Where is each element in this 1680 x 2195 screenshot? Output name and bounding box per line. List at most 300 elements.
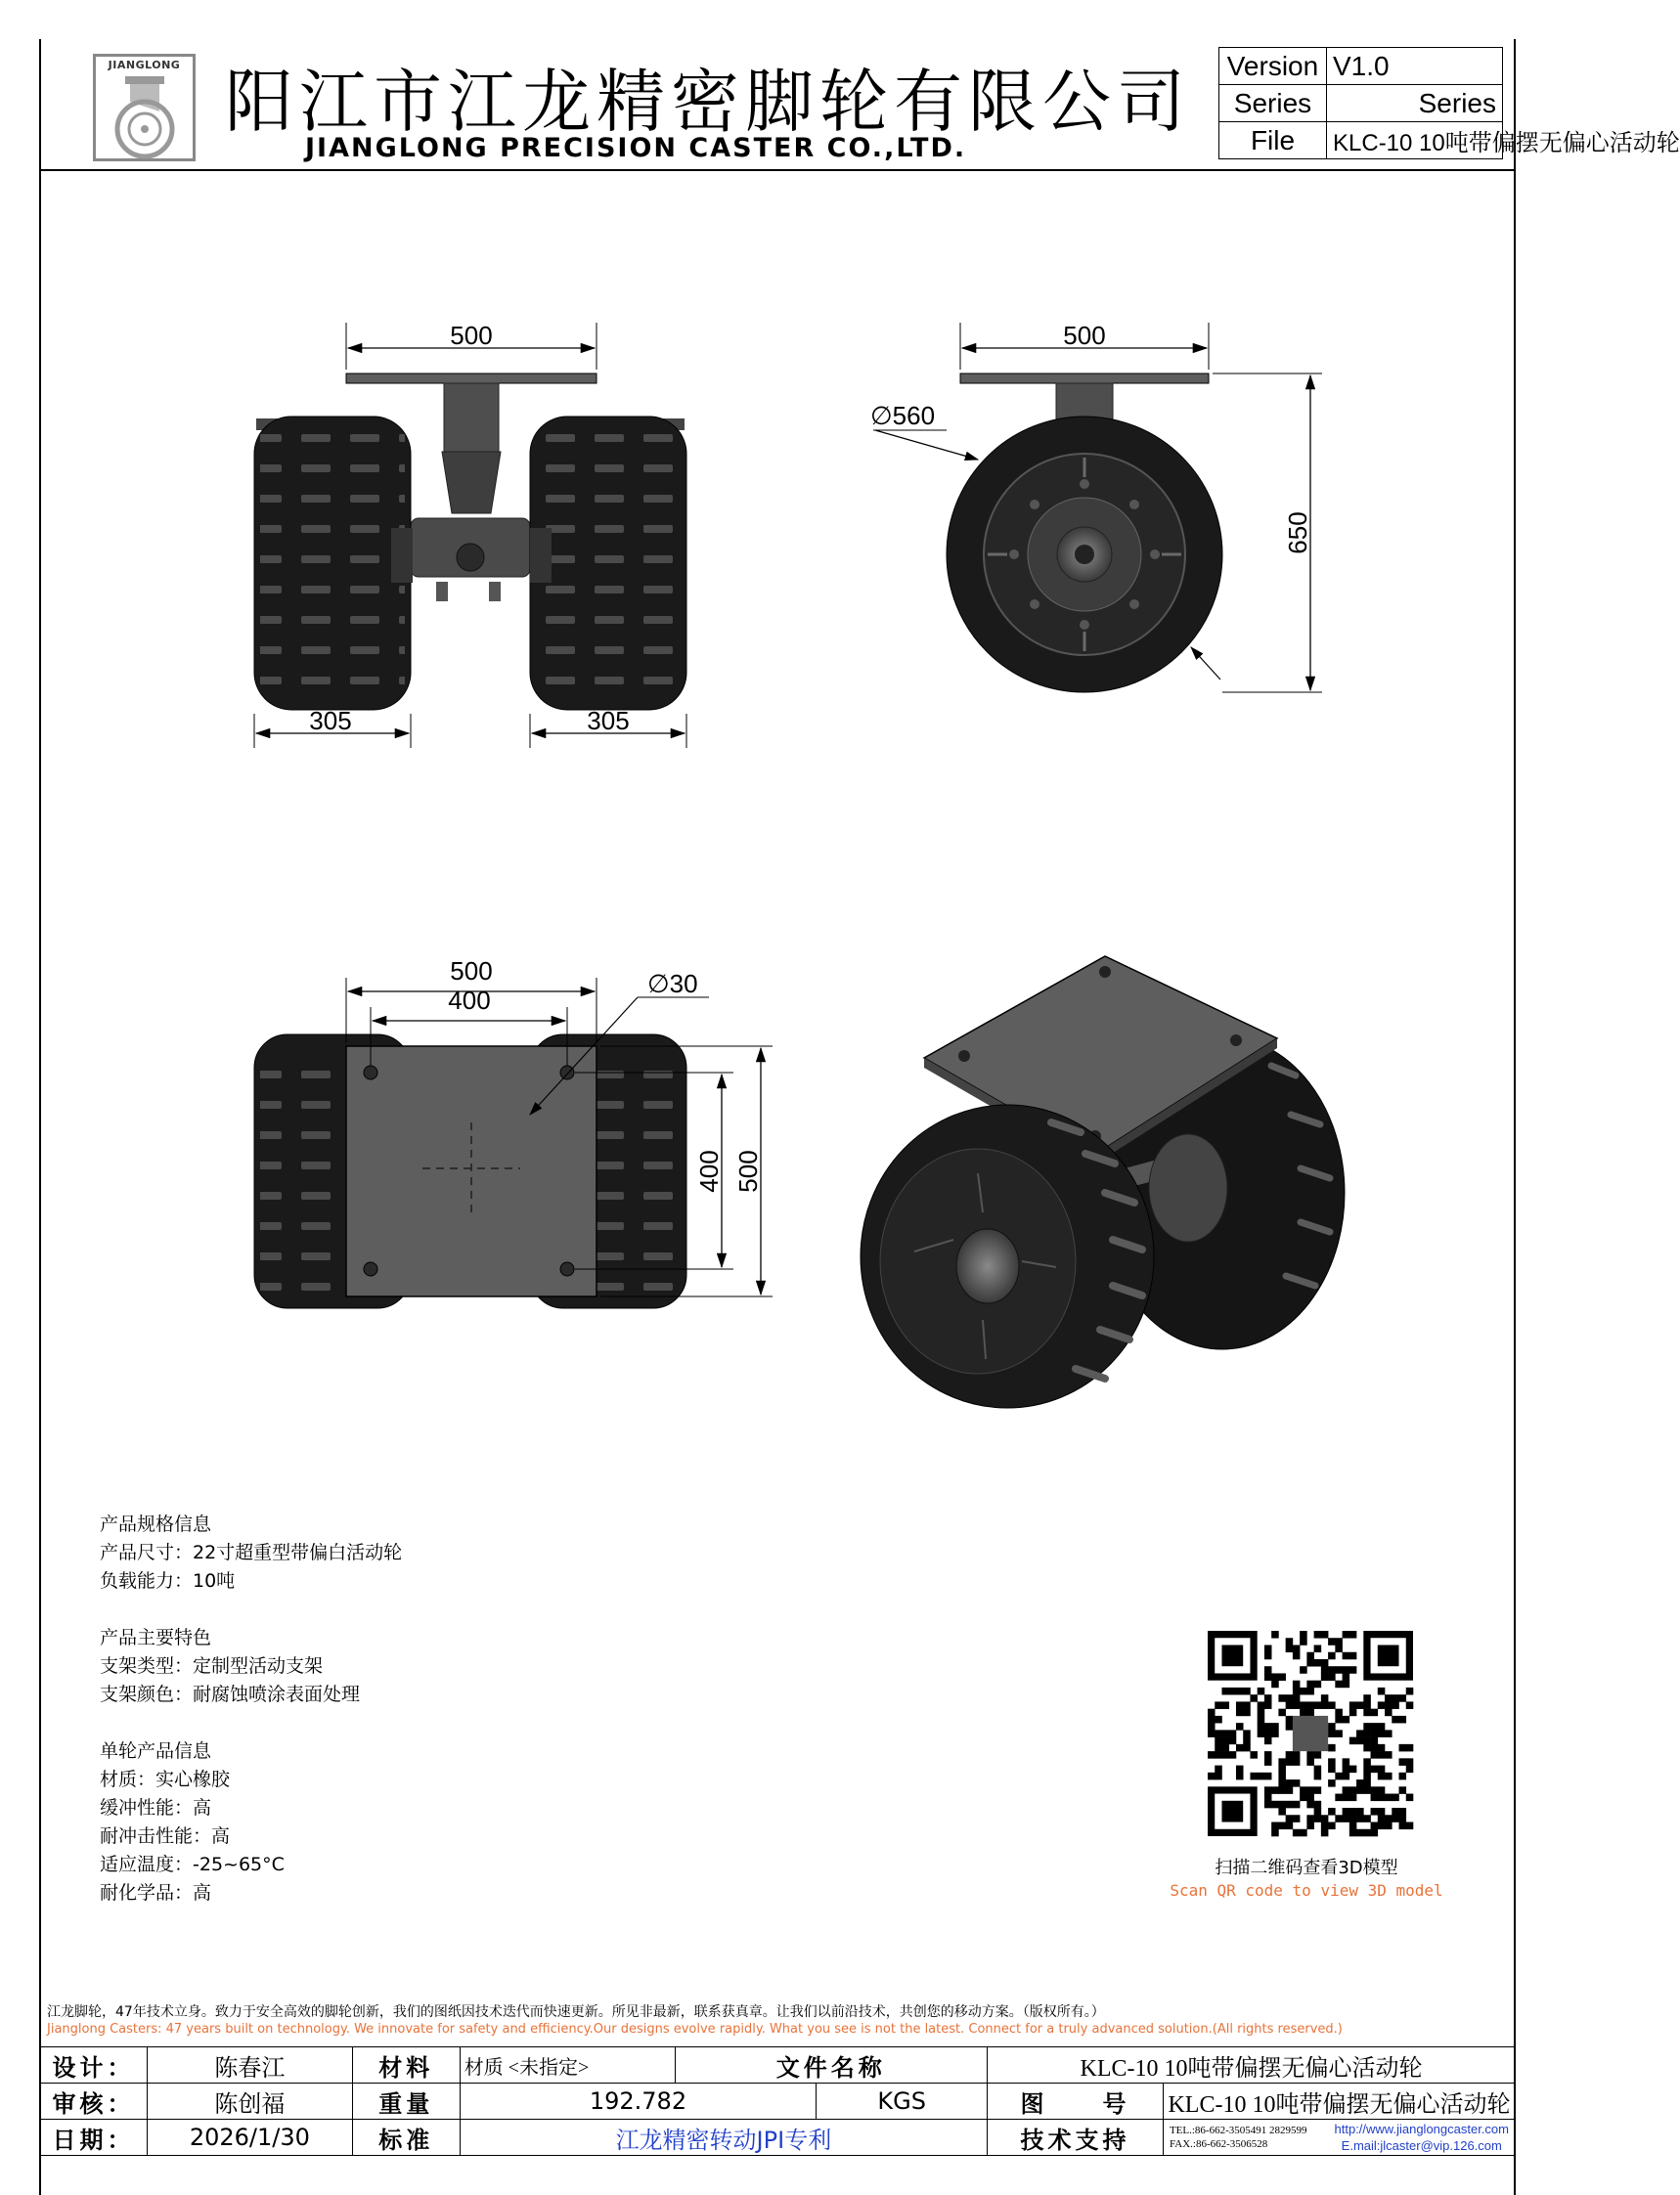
qr-module <box>1208 1709 1216 1717</box>
qr-module <box>1271 1786 1279 1794</box>
qr-module <box>1229 1737 1237 1745</box>
qr-finder <box>1378 1645 1399 1666</box>
qr-module <box>1264 1694 1272 1702</box>
qr-module <box>1399 1786 1407 1794</box>
qr-module <box>1286 1801 1294 1809</box>
qr-module <box>1208 1773 1216 1780</box>
qr-module <box>1385 1694 1393 1702</box>
qr-module <box>1278 1773 1286 1780</box>
standard-label: 标准 <box>352 2120 460 2156</box>
qr-module <box>1278 1758 1286 1766</box>
qr-module <box>1264 1786 1272 1794</box>
qr-module <box>1314 1645 1322 1652</box>
qr-module <box>1335 1773 1343 1780</box>
qr-module <box>1215 1716 1222 1724</box>
qr-module <box>1378 1730 1386 1737</box>
reviewer-value: 陈创福 <box>147 2084 352 2120</box>
spec-chemical: 耐化学品：高 <box>100 1882 212 1904</box>
qr-module <box>1306 1709 1314 1717</box>
qr-module <box>1371 1723 1379 1731</box>
qr-module <box>1328 1638 1336 1646</box>
qr-module <box>1328 1723 1336 1731</box>
qr-module <box>1328 1808 1336 1816</box>
top-v-outer-dim: 500 <box>733 1150 763 1193</box>
qr-module <box>1258 1773 1265 1780</box>
qr-module <box>1363 1701 1371 1709</box>
qr-module <box>1371 1786 1379 1794</box>
qr-module <box>1286 1779 1294 1787</box>
qr-module <box>1343 1766 1350 1774</box>
qr-module <box>1371 1822 1379 1830</box>
qr-module <box>1258 1688 1265 1695</box>
qr-module <box>1321 1694 1329 1702</box>
qr-module <box>1328 1673 1336 1681</box>
qr-module <box>1371 1808 1379 1816</box>
qr-module <box>1371 1744 1379 1752</box>
qr-module <box>1286 1751 1294 1759</box>
qr-module <box>1399 1744 1407 1752</box>
qr-module <box>1371 1751 1379 1759</box>
qr-module <box>1343 1794 1350 1802</box>
qr-module <box>1306 1652 1314 1660</box>
qr-module <box>1378 1786 1386 1794</box>
qr-module <box>1399 1808 1407 1816</box>
date-value: 2026/1/30 <box>147 2120 352 2156</box>
spec-size: 产品尺寸：22寸超重型带偏白活动轮 <box>100 1542 403 1563</box>
qr-code[interactable] <box>1208 1631 1413 1836</box>
qr-module <box>1349 1829 1357 1837</box>
top-hole-dim: ∅30 <box>647 969 698 998</box>
qr-module <box>1215 1730 1222 1737</box>
qr-module <box>1399 1822 1407 1830</box>
qr-module <box>1306 1801 1314 1809</box>
weight-value: 192.782 <box>460 2084 817 2120</box>
qr-module <box>1392 1794 1399 1802</box>
qr-module <box>1385 1751 1393 1759</box>
qr-module <box>1328 1766 1336 1774</box>
qr-module <box>1343 1758 1350 1766</box>
footer-note-cn: 江龙脚轮，47年技术立身。致力于安全高效的脚轮创新，我们的图纸因技术迭代而快速更新。所见非最新，联系获真章。让我们以前沿技术，共创您的移动方案。（版权所有。） <box>47 2004 1105 2020</box>
qr-module <box>1306 1659 1314 1667</box>
qr-module <box>1243 1744 1251 1752</box>
review-label: 审核： <box>40 2084 148 2120</box>
qr-module <box>1278 1822 1286 1830</box>
qr-module <box>1343 1786 1350 1794</box>
qr-module <box>1271 1801 1279 1809</box>
qr-module <box>1356 1808 1364 1816</box>
qr-module <box>1278 1779 1286 1787</box>
qr-module <box>1215 1744 1222 1752</box>
qr-module <box>1328 1779 1336 1787</box>
logo-text: JIANGLONG <box>108 59 181 71</box>
qr-module <box>1300 1709 1307 1717</box>
series-value: Series <box>1327 85 1503 122</box>
qr-module <box>1363 1779 1371 1787</box>
side-width-dim: 500 <box>1063 321 1106 350</box>
qr-module <box>1286 1758 1294 1766</box>
qr-module <box>1321 1631 1329 1639</box>
qr-module <box>1306 1751 1314 1759</box>
qr-module <box>1264 1645 1272 1652</box>
qr-module <box>1349 1666 1357 1674</box>
qr-module <box>1343 1631 1350 1639</box>
qr-module <box>1286 1786 1294 1794</box>
qr-module <box>1349 1652 1357 1660</box>
qr-module <box>1378 1701 1386 1709</box>
qr-module <box>1293 1694 1301 1702</box>
qr-module <box>1378 1815 1386 1822</box>
qr-module <box>1215 1737 1222 1745</box>
qr-module <box>1250 1751 1258 1759</box>
qr-module <box>1271 1673 1279 1681</box>
qr-module <box>1264 1652 1272 1660</box>
qr-module <box>1264 1730 1272 1737</box>
spec-impact: 耐冲击性能：高 <box>100 1825 231 1847</box>
qr-module <box>1406 1701 1414 1709</box>
qr-module <box>1406 1766 1414 1774</box>
qr-module <box>1293 1645 1301 1652</box>
qr-module <box>1293 1829 1301 1837</box>
qr-module <box>1221 1751 1229 1759</box>
qr-module <box>1278 1801 1286 1809</box>
qr-module <box>1406 1794 1414 1802</box>
qr-module <box>1356 1701 1364 1709</box>
spec-group-title-1: 产品规格信息 <box>100 1514 212 1535</box>
qr-module <box>1343 1652 1350 1660</box>
qr-module <box>1208 1751 1216 1759</box>
qr-module <box>1378 1688 1386 1695</box>
qr-module <box>1363 1766 1371 1774</box>
qr-module <box>1356 1786 1364 1794</box>
qr-module <box>1328 1744 1336 1752</box>
date-label: 日期： <box>40 2120 148 2156</box>
side-diameter-dim: ∅560 <box>870 401 936 430</box>
qr-module <box>1349 1786 1357 1794</box>
qr-module <box>1293 1758 1301 1766</box>
qr-module <box>1293 1688 1301 1695</box>
qr-module <box>1378 1751 1386 1759</box>
qr-module <box>1343 1666 1350 1674</box>
qr-module <box>1356 1737 1364 1745</box>
qr-module <box>1349 1794 1357 1802</box>
qr-module <box>1278 1766 1286 1774</box>
qr-module <box>1385 1822 1393 1830</box>
qr-module <box>1264 1666 1272 1674</box>
spec-bracket-color: 支架颜色：耐腐蚀喷涂表面处理 <box>100 1684 361 1705</box>
qr-module <box>1271 1723 1279 1731</box>
qr-module <box>1278 1709 1286 1717</box>
qr-module <box>1264 1773 1272 1780</box>
qr-module <box>1293 1681 1301 1689</box>
qr-module <box>1371 1709 1379 1717</box>
qr-module <box>1271 1681 1279 1689</box>
qr-module <box>1286 1645 1294 1652</box>
qr-module <box>1349 1822 1357 1830</box>
product-specs <box>100 1511 402 1908</box>
qr-module <box>1306 1822 1314 1830</box>
fax-text: FAX.:86-662-3506528 <box>1169 2138 1268 2150</box>
qr-module <box>1343 1815 1350 1822</box>
version-value: V1.0 <box>1327 48 1503 85</box>
qr-module <box>1271 1631 1279 1639</box>
qr-module <box>1306 1794 1314 1802</box>
front-wheel-left-dim: 305 <box>309 706 352 735</box>
qr-module <box>1286 1701 1294 1709</box>
qr-module <box>1335 1645 1343 1652</box>
qr-module <box>1314 1681 1322 1689</box>
series-label: Series <box>1219 85 1327 122</box>
qr-module <box>1406 1744 1414 1752</box>
front-view <box>254 321 686 748</box>
qr-module <box>1293 1815 1301 1822</box>
qr-module <box>1271 1829 1279 1837</box>
qr-module <box>1392 1716 1399 1724</box>
qr-module <box>1371 1737 1379 1745</box>
qr-module <box>1335 1709 1343 1717</box>
qr-module <box>1221 1701 1229 1709</box>
qr-module <box>1314 1815 1322 1822</box>
spec-load: 负载能力：10吨 <box>100 1570 236 1592</box>
spec-material: 材质：实心橡胶 <box>100 1769 231 1790</box>
qr-module <box>1264 1701 1272 1709</box>
qr-module <box>1392 1694 1399 1702</box>
email-link[interactable]: E.mail:jlcaster@vip.126.com <box>1341 2138 1502 2153</box>
qr-module <box>1293 1779 1301 1787</box>
qr-module <box>1363 1758 1371 1766</box>
qr-module <box>1306 1681 1314 1689</box>
qr-module <box>1314 1751 1322 1759</box>
side-view <box>870 321 1322 692</box>
top-v-inner-dim: 400 <box>694 1150 724 1193</box>
qr-module <box>1286 1815 1294 1822</box>
qr-module <box>1335 1794 1343 1802</box>
qr-module <box>1371 1766 1379 1774</box>
qr-module <box>1286 1638 1294 1646</box>
qr-module <box>1264 1794 1272 1802</box>
qr-module <box>1264 1801 1272 1809</box>
qr-module <box>1343 1773 1350 1780</box>
qr-module <box>1343 1716 1350 1724</box>
qr-module <box>1314 1659 1322 1667</box>
qr-module <box>1321 1673 1329 1681</box>
qr-module <box>1328 1701 1336 1709</box>
qr-module <box>1264 1751 1272 1759</box>
qr-module <box>1385 1701 1393 1709</box>
qr-module <box>1221 1737 1229 1745</box>
qr-module <box>1399 1694 1407 1702</box>
qr-module <box>1258 1723 1265 1731</box>
qr-module <box>1314 1766 1322 1774</box>
qr-module <box>1306 1758 1314 1766</box>
qr-module <box>1278 1673 1286 1681</box>
qr-module <box>1378 1723 1386 1731</box>
qr-module <box>1378 1744 1386 1752</box>
qr-module <box>1258 1730 1265 1737</box>
qr-module <box>1215 1773 1222 1780</box>
filename-label: 文件名称 <box>675 2047 988 2084</box>
qr-module <box>1208 1730 1216 1737</box>
qr-module <box>1243 1701 1251 1709</box>
qr-module <box>1278 1694 1286 1702</box>
qr-module <box>1314 1631 1322 1639</box>
weight-unit: KGS <box>817 2084 988 2120</box>
file-label: File <box>1219 122 1327 159</box>
qr-finder <box>1221 1801 1243 1822</box>
qr-module <box>1378 1822 1386 1830</box>
qr-center-image <box>1293 1716 1328 1751</box>
qr-module <box>1271 1730 1279 1737</box>
qr-module <box>1264 1737 1272 1745</box>
qr-module <box>1271 1822 1279 1830</box>
qr-module <box>1343 1681 1350 1689</box>
designer-value: 陈春江 <box>147 2047 352 2084</box>
qr-module <box>1258 1709 1265 1717</box>
qr-module <box>1321 1822 1329 1830</box>
qr-module <box>1335 1730 1343 1737</box>
qr-module <box>1335 1681 1343 1689</box>
qr-module <box>1399 1758 1407 1766</box>
qr-module <box>1385 1773 1393 1780</box>
qr-module <box>1300 1786 1307 1794</box>
qr-module <box>1399 1815 1407 1822</box>
qr-module <box>1306 1815 1314 1822</box>
qr-module <box>1229 1730 1237 1737</box>
qr-module <box>1243 1709 1251 1717</box>
qr-module <box>1321 1829 1329 1837</box>
qr-module <box>1236 1688 1244 1695</box>
qr-module <box>1300 1666 1307 1674</box>
qr-module <box>1264 1673 1272 1681</box>
qr-module <box>1208 1716 1216 1724</box>
qr-module <box>1300 1688 1307 1695</box>
qr-module <box>1371 1794 1379 1802</box>
qr-module <box>1278 1786 1286 1794</box>
qr-module <box>1378 1808 1386 1816</box>
qr-module <box>1321 1815 1329 1822</box>
qr-module <box>1286 1716 1294 1724</box>
standard-value: 江龙精密转动JPI专利 <box>460 2120 987 2156</box>
qr-module <box>1399 1716 1407 1724</box>
qr-module <box>1328 1758 1336 1766</box>
qr-module <box>1371 1730 1379 1737</box>
top-inner-dim: 400 <box>448 986 491 1015</box>
company-name-en: JIANGLONG PRECISION CASTER CO.,LTD. <box>305 133 967 163</box>
qr-module <box>1363 1737 1371 1745</box>
qr-module <box>1378 1766 1386 1774</box>
front-wheel-right-dim: 305 <box>587 706 630 735</box>
drawing-number-label: 图 号 <box>988 2084 1164 2120</box>
qr-module <box>1378 1773 1386 1780</box>
material-label: 材料 <box>352 2047 460 2084</box>
isometric-view <box>861 956 1345 1408</box>
qr-module <box>1371 1829 1379 1837</box>
qr-module <box>1356 1829 1364 1837</box>
qr-module <box>1363 1730 1371 1737</box>
qr-module <box>1392 1701 1399 1709</box>
qr-module <box>1314 1801 1322 1809</box>
qr-module <box>1356 1815 1364 1822</box>
qr-module <box>1363 1829 1371 1837</box>
qr-module <box>1236 1701 1244 1709</box>
qr-module <box>1363 1709 1371 1717</box>
qr-module <box>1321 1701 1329 1709</box>
qr-module <box>1363 1694 1371 1702</box>
qr-module <box>1258 1701 1265 1709</box>
qr-module <box>1236 1744 1244 1752</box>
tel-text: TEL.:86-662-3505491 2829599 <box>1169 2125 1307 2136</box>
qr-module <box>1300 1829 1307 1837</box>
website-link[interactable]: http://www.jianglongcaster.com <box>1334 2122 1509 2136</box>
qr-module <box>1293 1701 1301 1709</box>
company-name-cn: 阳江市江龙精密脚轮有限公司 <box>225 62 1191 142</box>
qr-module <box>1306 1786 1314 1794</box>
qr-module <box>1349 1701 1357 1709</box>
scan-caption-cn: 扫描二维码查看3D模型 <box>1215 1858 1398 1878</box>
qr-module <box>1321 1666 1329 1674</box>
qr-module <box>1363 1786 1371 1794</box>
qr-module <box>1328 1822 1336 1830</box>
qr-module <box>1314 1701 1322 1709</box>
qr-module <box>1363 1744 1371 1752</box>
qr-module <box>1293 1652 1301 1660</box>
qr-module <box>1314 1773 1322 1780</box>
qr-module <box>1264 1723 1272 1731</box>
qr-module <box>1392 1808 1399 1816</box>
qr-finder <box>1221 1645 1243 1666</box>
qr-module <box>1406 1822 1414 1830</box>
qr-module <box>1328 1730 1336 1737</box>
qr-module <box>1293 1801 1301 1809</box>
version-label: Version <box>1219 48 1327 85</box>
qr-module <box>1385 1709 1393 1717</box>
qr-module <box>1363 1815 1371 1822</box>
qr-module <box>1250 1773 1258 1780</box>
qr-module <box>1236 1766 1244 1774</box>
qr-module <box>1221 1730 1229 1737</box>
qr-module <box>1406 1758 1414 1766</box>
qr-module <box>1314 1786 1322 1794</box>
qr-module <box>1236 1723 1244 1731</box>
qr-module <box>1399 1773 1407 1780</box>
top-outer-dim: 500 <box>450 956 493 986</box>
title-block <box>39 2046 1516 2156</box>
side-height-dim: 650 <box>1283 511 1312 554</box>
qr-module <box>1300 1794 1307 1802</box>
qr-module <box>1406 1688 1414 1695</box>
spec-buffer: 缓冲性能：高 <box>100 1797 212 1819</box>
qr-module <box>1356 1779 1364 1787</box>
qr-module <box>1349 1808 1357 1816</box>
qr-module <box>1264 1758 1272 1766</box>
spec-bracket-type: 支架类型：定制型活动支架 <box>100 1655 324 1677</box>
filename-value: KLC-10 10吨带偏摆无偏心活动轮 <box>988 2047 1516 2084</box>
qr-module <box>1335 1666 1343 1674</box>
material-value: 材质 <未指定> <box>460 2047 675 2084</box>
qr-module <box>1221 1744 1229 1752</box>
qr-module <box>1385 1815 1393 1822</box>
qr-module <box>1208 1723 1216 1731</box>
qr-module <box>1335 1716 1343 1724</box>
qr-module <box>1243 1730 1251 1737</box>
qr-module <box>1286 1694 1294 1702</box>
qr-module <box>1300 1638 1307 1646</box>
qr-module <box>1229 1688 1237 1695</box>
top-view <box>254 956 773 1308</box>
qr-module <box>1221 1688 1229 1695</box>
qr-module <box>1363 1773 1371 1780</box>
qr-module <box>1335 1638 1343 1646</box>
qr-module <box>1215 1766 1222 1774</box>
